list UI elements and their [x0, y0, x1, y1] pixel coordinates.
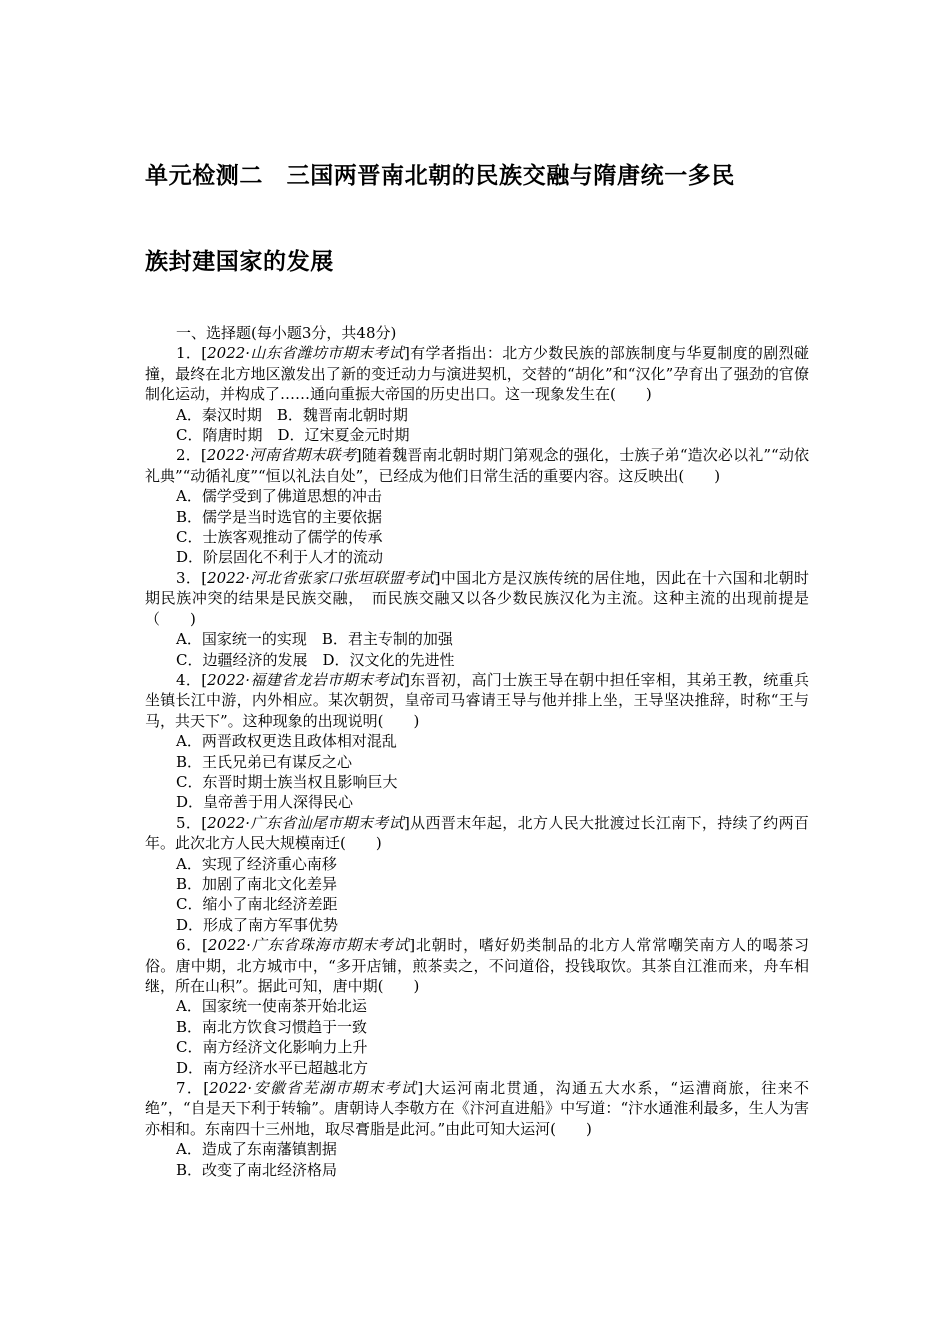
question-text: ]东晋初，高门士族王导在朝中担任宰相，其弟王教，统重兵坐镇长江中游，内外相应。某次朝贺，皇帝司马睿请王导与他并排上坐，王导坚决推辞，时称“王与马，共天下”。这种现象的出现说明( )	[145, 670, 809, 730]
question-source: 2022·广东省汕尾市期末考试	[207, 813, 404, 832]
question-source: 2022·广东省珠海市期末考试	[207, 936, 410, 955]
question-text: ]有学者指出：北方少数民族的部族制度与华夏制度的剧烈碰撞，最终在北方地区激发出了新的变迁动力与演进契机，交替的“胡化”和“汉化”孕育出了强劲的官僚制化运动，并构成了……通向重振大帝国的历史出口。这一现象发生在( )	[145, 344, 809, 404]
question-4-stem	[145, 670, 809, 731]
option-line: C．南方经济文化影响力上升	[176, 1038, 368, 1057]
question-text: ]中国北方是汉族传统的居住地，因此在十六国和北朝时期民族冲突的结果是民族交融， 而民族交融又以各少数民族汉化为主流。这种主流的出现前提是（ )	[145, 568, 809, 628]
question-number: 3．[	[176, 568, 208, 587]
page-title-line-1: 单元检测二 三国两晋南北朝的民族交融与隋唐统一多民	[145, 163, 735, 189]
question-source: 2022·安徽省芜湖市期末考试	[209, 1079, 418, 1098]
option-line: D．形成了南方军事优势	[176, 915, 339, 934]
option-line: D．南方经济水平已超越北方	[176, 1058, 369, 1077]
question-1-stem	[145, 343, 809, 404]
page-title-line-2: 族封建国家的发展	[145, 249, 334, 275]
question-3-stem	[145, 568, 809, 629]
option-line: C．士族客观推动了儒学的传承	[176, 528, 383, 547]
option-line: C．东晋时期士族当权且影响巨大	[176, 772, 398, 791]
question-source: 2022·山东省潍坊市期末考试	[207, 344, 404, 363]
question-number: 1．[	[176, 344, 208, 363]
question-number: 2．[	[176, 446, 207, 465]
option-line: C．缩小了南北经济差距	[176, 895, 338, 914]
option-line: A．实现了经济重心南移	[176, 854, 337, 873]
option-line: A．两晋政权更迭且政体相对混乱	[176, 732, 397, 751]
question-6-stem	[145, 935, 809, 996]
option-line: B．王氏兄弟已有谋反之心	[176, 752, 353, 771]
question-number: 6．[	[176, 936, 208, 955]
option-line: B．南北方饮食习惯趋于一致	[176, 1017, 368, 1036]
question-source: 2022·河北省张家口张垣联盟考试	[207, 568, 435, 587]
question-source: 2022·河南省期末联考	[206, 446, 356, 465]
question-text: ]大运河南北贯通，沟通五大水系，“运漕商旅，往来不绝”，“自是天下利于转输”。唐朝诗人李敬方在《汴河直进船》中写道：“汴水通淮利最多，生人为害亦相和。东南四十三州地，取尽膏脂是此河。”由此可知大运河( )	[145, 1079, 809, 1138]
question-text: ]从西晋末年起，北方人民大批渡过长江南下，持续了约两百年。此次北方人民大规模南迁( )	[145, 813, 809, 853]
question-list	[145, 323, 809, 1180]
question-7-stem	[145, 1078, 809, 1139]
question-5-stem	[145, 813, 809, 854]
section-header: 一、选择题(每小题3分，共48分)	[176, 324, 397, 342]
option-line: A．国家统一使南茶开始北运	[176, 997, 367, 1016]
option-line: C．边疆经济的发展 D．汉文化的先进性	[176, 650, 455, 669]
question-number: 5．[	[176, 813, 208, 832]
option-line: D．阶层固化不利于人才的流动	[176, 548, 384, 567]
question-number: 4．[	[176, 670, 208, 689]
option-line: A．秦汉时期 B．魏晋南北朝时期	[176, 405, 408, 424]
question-2-stem	[145, 445, 809, 486]
option-line: C．隋唐时期 D．辽宋夏金元时期	[176, 426, 410, 445]
question-source: 2022·福建省龙岩市期末考试	[207, 670, 404, 689]
option-line: A．造成了东南藩镇割据	[176, 1140, 337, 1159]
option-line: A．儒学受到了佛道思想的冲击	[176, 487, 382, 506]
option-line: B．儒学是当时选官的主要依据	[176, 507, 383, 526]
option-line: A．国家统一的实现 B．君主专制的加强	[176, 630, 453, 649]
option-line: B．加剧了南北文化差异	[176, 874, 338, 893]
question-text: ]随着魏晋南北朝时期门第观念的强化，士族子弟“造次必以礼”“动依礼典”“动循礼度”“恒以礼法自处”，已经成为他们日常生活的重要内容。这反映出( )	[145, 446, 809, 485]
question-text: ]北朝时，嗜好奶类制品的北方人常常嘲笑南方人的喝茶习俗。唐中期，北方城市中，“多开店铺，煎茶卖之，不问道俗，投钱取饮。其茶自江淮而来，舟车相继，所在山积”。据此可知，唐中期( )	[145, 936, 809, 995]
option-line: B．改变了南北经济格局	[176, 1160, 338, 1179]
question-number: 7．[	[176, 1079, 210, 1098]
option-line: D．皇帝善于用人深得民心	[176, 793, 354, 812]
